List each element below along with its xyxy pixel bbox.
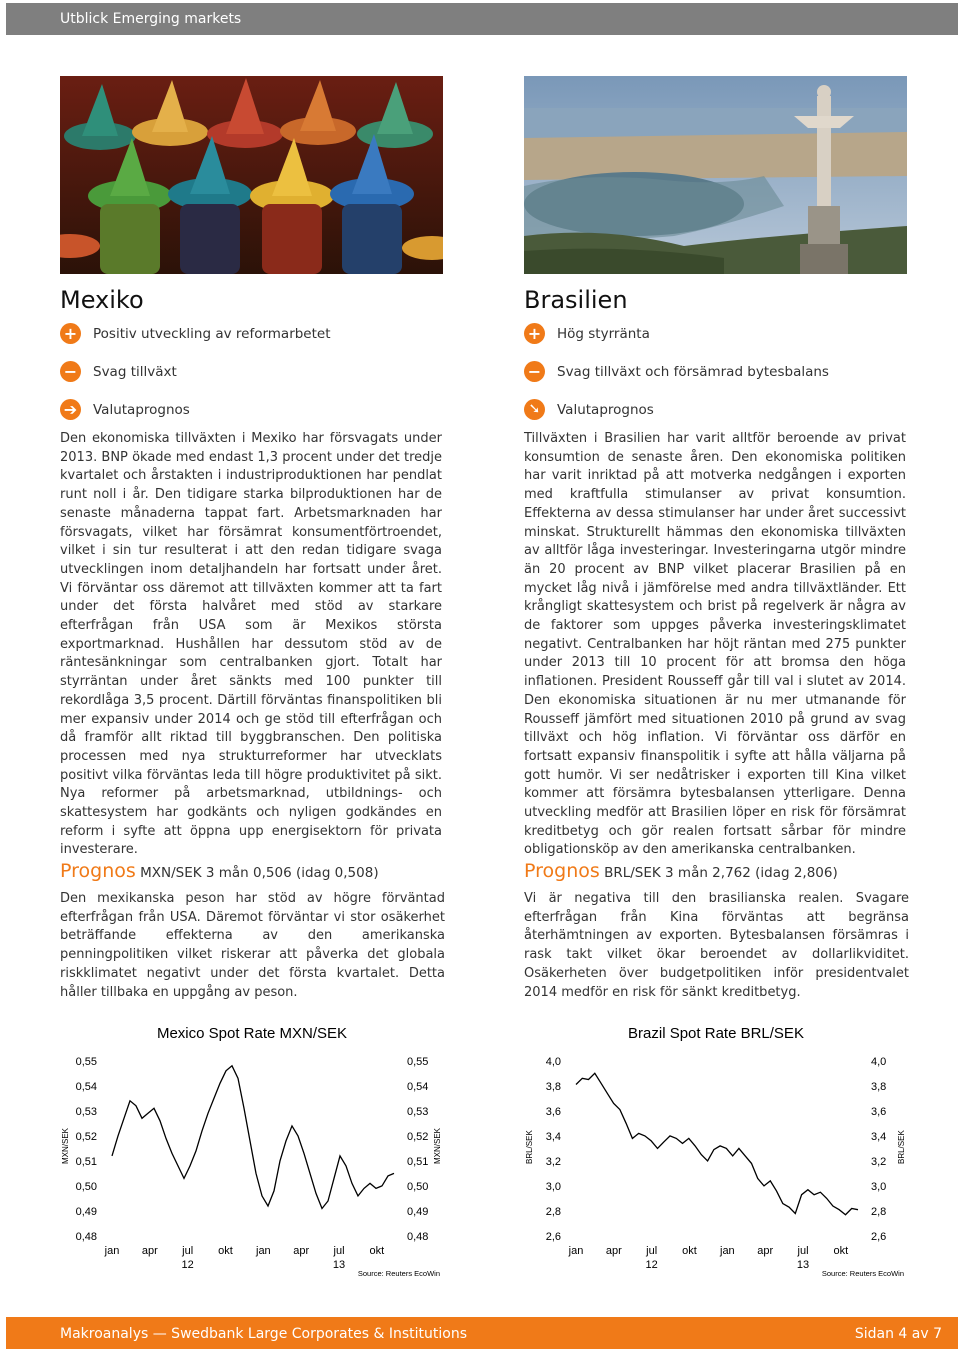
brazil-positive-label: Hög styrränta <box>557 326 650 342</box>
y-tick-label-right: 2,8 <box>871 1205 887 1218</box>
mexico-negative <box>60 358 442 396</box>
x-tick-label: jan <box>256 1245 271 1257</box>
brazil-title: Brasilien <box>524 286 628 314</box>
x-tick-label: okt <box>369 1245 385 1257</box>
y-tick-label-right: 3,6 <box>871 1105 887 1118</box>
y-tick-label-right: 0,52 <box>407 1130 429 1143</box>
series-line <box>112 1066 394 1209</box>
arrow-right-circle-icon: ➔ <box>60 399 81 420</box>
brazil-prognos <box>524 860 909 1002</box>
x-tick-label: okt <box>833 1245 849 1257</box>
mexico-fx <box>60 396 442 428</box>
x-tick-label: jul <box>797 1245 809 1257</box>
x-year-label: 12 <box>645 1259 658 1271</box>
y-tick-label-right: 0,48 <box>407 1231 429 1243</box>
footer-left: Makroanalys — Swedbank Large Corporates & Institutions <box>60 1326 467 1342</box>
brazil-fx-label: Valutaprognos <box>557 402 654 418</box>
y-tick-label-right: 3,8 <box>871 1080 887 1093</box>
mexico-prognos-heading <box>60 860 445 882</box>
plus-circle-icon: + <box>60 323 81 344</box>
y-tick-label-left: 2,8 <box>545 1205 561 1218</box>
x-tick-label: jan <box>104 1245 120 1257</box>
minus-circle-icon: − <box>60 361 81 382</box>
mexico-chart-svg <box>50 1014 450 1282</box>
chart-title: Brazil Spot Rate BRL/SEK <box>628 1025 804 1042</box>
y-tick-label-right: 0,54 <box>407 1080 429 1093</box>
mexico-positive-label: Positiv utveckling av reformarbetet <box>93 326 331 342</box>
plus-circle-icon: + <box>524 323 545 344</box>
brazil-prognos-heading <box>524 860 909 882</box>
y-tick-label-right: 0,50 <box>407 1180 429 1193</box>
y-tick-label-right: 2,6 <box>871 1231 887 1243</box>
brazil-section <box>524 286 906 860</box>
x-tick-label: jul <box>182 1245 194 1257</box>
y-tick-label-left: 3,6 <box>545 1105 561 1118</box>
y-tick-label-right: 0,53 <box>407 1105 429 1118</box>
x-year-label: 13 <box>332 1259 346 1271</box>
x-tick-label: apr <box>293 1245 310 1257</box>
x-tick-label: jan <box>720 1245 735 1257</box>
x-tick-label: apr <box>141 1245 158 1257</box>
x-tick-label: apr <box>757 1245 774 1257</box>
y-tick-label-left: 2,6 <box>545 1231 561 1243</box>
y-tick-label-right: 0,51 <box>407 1155 429 1168</box>
mexico-section <box>60 286 442 860</box>
mexico-fx-label: Valutaprognos <box>93 402 190 418</box>
x-year-label: 13 <box>796 1259 810 1271</box>
mexico-prognos-text: Den mexikanska peson har stöd av högre förväntad efterfrågan från USA. Däremot förväntar vi stor osäkerhet beträffande effekterna av den amerikanska penningpolitiken vilket riskerar att påverka det globala riskklimatet negativt under det första kvartalet. Detta håller tillbaka en uppgång av peson. <box>60 891 445 1000</box>
chart-source: Source: Reuters EcoWin <box>821 1269 904 1278</box>
y-tick-label-right: 3,2 <box>871 1155 887 1168</box>
chart-source: Source: Reuters EcoWin <box>357 1269 440 1278</box>
y-tick-label-left: 3,0 <box>545 1180 561 1193</box>
y-tick-label-left: 0,52 <box>75 1130 97 1143</box>
mexico-photo <box>60 76 443 274</box>
y-tick-label-left: 3,8 <box>545 1080 561 1093</box>
y-tick-label-left: 0,50 <box>75 1180 97 1193</box>
brazil-chart <box>514 1014 914 1282</box>
brazil-chart-svg <box>514 1014 914 1282</box>
x-tick-label: jul <box>333 1245 345 1257</box>
y-tick-label-left: 0,55 <box>75 1055 97 1068</box>
brazil-negative-label: Svag tillväxt och försämrad bytesbalans <box>557 364 829 380</box>
footer-page-number: Sidan 4 av 7 <box>854 1326 942 1342</box>
series-line <box>576 1073 858 1214</box>
mexico-prognos <box>60 860 445 1002</box>
mexico-negative-label: Svag tillväxt <box>93 364 177 380</box>
x-tick-label: okt <box>682 1245 697 1257</box>
brazil-photo <box>524 76 907 274</box>
y-axis-label-left: BRL/SEK <box>525 1130 534 1164</box>
x-year-label: 12 <box>181 1259 194 1271</box>
y-tick-label-left: 0,51 <box>75 1155 97 1168</box>
mexico-title: Mexiko <box>60 286 144 314</box>
header-title: Utblick Emerging markets <box>60 11 242 27</box>
y-tick-label-left: 0,54 <box>75 1080 97 1093</box>
x-tick-label: jul <box>646 1245 658 1257</box>
mexico-prognos-detail: MXN/SEK 3 mån 0,506 (idag 0,508) <box>140 865 379 881</box>
brazil-prognos-text: Vi är negativa till den brasilianska realen. Svagare efterfrågan från Kina förväntas att begränsa återhämtningen av exporten. Bytesbalansen försämras i rask takt vilket ökar beroendet av dollarlikviditet. Osäkerheten över budgetpolitiken inför presidentvalet 2014 medför en risk för sänkt kreditbetyg. <box>524 891 909 1000</box>
y-tick-label-right: 0,55 <box>407 1055 429 1068</box>
brazil-prognos-word: Prognos <box>524 860 600 882</box>
page-header <box>6 3 958 35</box>
y-tick-label-left: 3,4 <box>545 1130 561 1143</box>
y-tick-label-right: 0,49 <box>407 1205 429 1218</box>
mexico-chart <box>50 1014 450 1282</box>
y-axis-label-right: MXN/SEK <box>433 1127 442 1164</box>
y-tick-label-right: 4,0 <box>871 1055 887 1068</box>
y-axis-label-right: BRL/SEK <box>897 1130 906 1164</box>
y-tick-label-left: 0,49 <box>75 1205 97 1218</box>
y-tick-label-right: 3,0 <box>871 1180 887 1193</box>
x-tick-label: okt <box>218 1245 233 1257</box>
minus-circle-icon: − <box>524 361 545 382</box>
arrow-down-right-circle-icon: ➘ <box>524 399 545 420</box>
mexico-body: Den ekonomiska tillväxten i Mexiko har försvagats under 2013. BNP ökade med endast 1,3 procent under det tredje kvartalet och årstakten i industriproduktionen har pendlat runt noll i år. Den tidigare starka bilproduktionen har de senaste månaderna tappat fart. Arbetsmarknaden har försvagats, vilket har försämrat konsumentförtroendet, vilket i sin tur resulterat i att den redan tidigare svaga utvecklingen inom detaljhandeln har fortsatt under året. Vi förväntar oss däremot att tillväxten kommer att ta fart under det första halvåret med stöd av starkare efterfrågan från USA som är Mexikos största exportmarknad. Hushållen har dessutom stöd av de räntesänkningar som centralbanken gjort. Totalt har styrräntan under året sänkts med 100 punkter till rekordlåga 3,5 procent. Därtill förväntas finanspolitiken bli mer expansiv under 2014 och ge stöd till efterfrågan och då framför allt riktad till byggbranschen. Den politiska processen med nya strukturreformer har utvecklats positivt vilka förväntas leda till högre produktivitet på sikt. Nya reformer på arbetsmarknad, utbildnings- och skattesystem har godkänts och nyligen godkändes en reform i syfte att öppna upp energisektorn för privata investerare. <box>60 431 442 858</box>
brazil-negative <box>524 358 906 396</box>
brazil-positive <box>524 320 906 358</box>
y-tick-label-left: 4,0 <box>545 1055 561 1068</box>
y-tick-label-right: 3,4 <box>871 1130 887 1143</box>
mexico-prognos-word: Prognos <box>60 860 136 882</box>
brazil-body: Tillväxten i Brasilien har varit alltför beroende av privat konsumtion de senaste åren. Den ekonomiska politiken har varit inriktad på att motverka nedgången i exporten med kraftfulla stimulanser av privat konsumtion. Effekterna av dessa stimulanser har under året successivt minskat. Strukturellt hämmas den ekonomiska tillväxten av alltför låga investeringar. Investeringarna utgör mindre än 20 procent av BNP vilket placerar Brasilien på en mycket låg nivå i jämförelse med andra tillväxtländer. Ett krångligt skattesystem och brist på regelverk är några av de faktorer som uppges påverka investeringsklimatet negativt. Centralbanken har höjt räntan med 275 punkter under 2013 till 10 procent för att bromsa den höga inflationen. President Rousseff går till val i slutet av 2014. Den ekonomiska situationen är nu mer utmanande för Rousseff jämfört med situationen 2010 på grund av svag tillväxt och hög inflation. Vi förväntar oss därför en fortsatt expansiv finanspolitik i syfte att hålla väljarna på gott humör. Vi ser nedåtrisker i exporten till Kina vilket kommer att försämra bytesbalansen ytterligare. Denna utveckling medför att Brasilien löper en risk för försämrat kreditbetyg och gör realen fortsatt sårbar för mindre obligationsköp av den amerikanska centralbanken. <box>524 431 906 858</box>
brazil-fx <box>524 396 906 428</box>
page-footer <box>6 1317 958 1349</box>
y-tick-label-left: 0,53 <box>75 1105 97 1118</box>
brazil-prognos-detail: BRL/SEK 3 mån 2,762 (idag 2,806) <box>604 865 838 881</box>
y-tick-label-left: 3,2 <box>545 1155 561 1168</box>
x-tick-label: apr <box>605 1245 622 1257</box>
y-axis-label-left: MXN/SEK <box>61 1127 70 1164</box>
mexico-positive <box>60 320 442 358</box>
x-tick-label: jan <box>568 1245 584 1257</box>
chart-title: Mexico Spot Rate MXN/SEK <box>156 1025 348 1042</box>
y-tick-label-left: 0,48 <box>75 1231 97 1243</box>
